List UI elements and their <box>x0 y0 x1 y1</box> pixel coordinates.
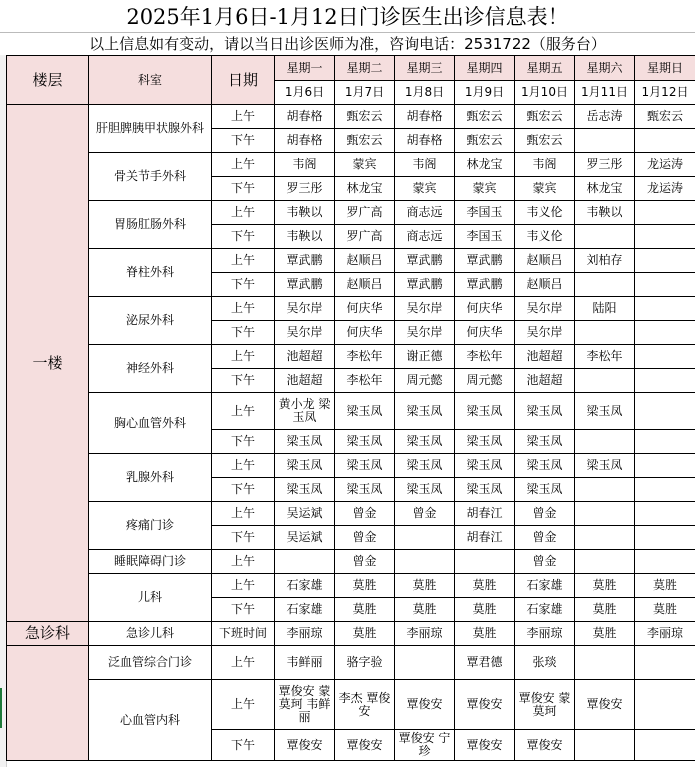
doctor-cell[interactable]: 何庆华 <box>455 297 515 321</box>
doctor-cell[interactable]: 覃俊安 <box>515 730 575 761</box>
doctor-cell[interactable]: 甄宏云 <box>515 105 575 129</box>
table-row <box>7 297 695 321</box>
doctor-cell[interactable] <box>575 273 635 297</box>
doctor-cell[interactable]: 梁玉凤 <box>455 478 515 502</box>
doctor-cell[interactable]: 胡春格 <box>275 129 335 153</box>
doctor-cell[interactable] <box>455 550 515 574</box>
doctor-cell[interactable]: 覃俊安 <box>395 680 455 730</box>
header-weekday[interactable]: 星期五 <box>515 56 575 81</box>
dept-name-cell[interactable]: 神经外科 <box>89 345 212 393</box>
header-weekday[interactable]: 星期三 <box>395 56 455 81</box>
doctor-cell[interactable]: 梁玉凤 <box>335 430 395 454</box>
doctor-cell[interactable]: 罗广高 <box>335 225 395 249</box>
period-cell[interactable]: 下午 <box>212 273 275 297</box>
doctor-cell[interactable]: 李杰 覃俊安 <box>335 680 395 730</box>
doctor-cell[interactable]: 甄宏云 <box>335 129 395 153</box>
dept-name-cell[interactable]: 胸心血管外科 <box>89 393 212 454</box>
doctor-cell[interactable]: 李松年 <box>335 345 395 369</box>
doctor-cell[interactable]: 蒙宾 <box>455 177 515 201</box>
doctor-cell[interactable]: 覃武鹏 <box>275 249 335 273</box>
header-dept[interactable]: 科室 <box>89 56 212 105</box>
doctor-cell[interactable]: 吴尔岸 <box>275 321 335 345</box>
doctor-cell[interactable]: 池超超 <box>515 345 575 369</box>
doctor-cell[interactable] <box>395 550 455 574</box>
doctor-cell[interactable]: 李松年 <box>575 345 635 369</box>
doctor-cell[interactable] <box>575 225 635 249</box>
table-row <box>7 680 695 730</box>
table-row <box>7 574 695 598</box>
doctor-cell[interactable]: 曾金 <box>335 526 395 550</box>
doctor-cell[interactable]: 覃武鹏 <box>395 273 455 297</box>
doctor-cell[interactable]: 岳志涛 <box>575 105 635 129</box>
period-cell[interactable]: 下午 <box>212 430 275 454</box>
doctor-cell[interactable]: 胡春江 <box>455 526 515 550</box>
doctor-cell[interactable]: 张琰 <box>515 646 575 680</box>
doctor-cell[interactable]: 梁玉凤 <box>395 454 455 478</box>
doctor-cell[interactable]: 商志远 <box>395 225 455 249</box>
doctor-cell[interactable]: 李丽琼 <box>275 622 335 646</box>
header-date[interactable]: 1月12日 <box>635 81 695 105</box>
doctor-cell[interactable]: 李国玉 <box>455 201 515 225</box>
doctor-cell[interactable]: 石家雄 <box>515 598 575 622</box>
floor-cell-first[interactable]: 一楼 <box>7 105 89 622</box>
table-row <box>7 502 695 526</box>
doctor-cell[interactable]: 曾金 <box>335 502 395 526</box>
doctor-cell[interactable]: 韦阁 <box>275 153 335 177</box>
doctor-cell[interactable]: 莫胜 <box>335 598 395 622</box>
header-weekday[interactable]: 星期四 <box>455 56 515 81</box>
period-cell[interactable]: 下午 <box>212 478 275 502</box>
doctor-cell[interactable]: 周元懿 <box>455 369 515 393</box>
doctor-cell[interactable]: 梁玉凤 <box>275 454 335 478</box>
doctor-cell[interactable] <box>635 297 695 321</box>
doctor-cell[interactable] <box>575 369 635 393</box>
doctor-cell[interactable]: 韦阁 <box>515 153 575 177</box>
doctor-cell[interactable]: 莫胜 <box>635 574 695 598</box>
doctor-cell[interactable]: 韦鞅以 <box>575 201 635 225</box>
period-cell[interactable]: 上午 <box>212 646 275 680</box>
period-cell[interactable]: 下午 <box>212 526 275 550</box>
table-row <box>7 454 695 478</box>
doctor-cell[interactable]: 梁玉凤 <box>455 430 515 454</box>
doctor-cell[interactable]: 梁玉凤 <box>275 430 335 454</box>
doctor-cell[interactable]: 莫胜 <box>635 598 695 622</box>
doctor-cell[interactable]: 李国玉 <box>455 225 515 249</box>
dept-name-cell[interactable]: 睡眠障碍门诊 <box>89 550 212 574</box>
doctor-cell[interactable] <box>635 646 695 680</box>
doctor-cell[interactable]: 韦鞅以 <box>275 225 335 249</box>
doctor-cell[interactable]: 曾金 <box>515 526 575 550</box>
doctor-cell[interactable] <box>395 526 455 550</box>
doctor-cell[interactable]: 曾金 <box>335 550 395 574</box>
table-row <box>7 201 695 225</box>
doctor-cell[interactable]: 石家雄 <box>515 574 575 598</box>
doctor-cell[interactable]: 覃俊安 蒙莫珂 <box>515 680 575 730</box>
doctor-cell[interactable]: 覃武鹏 <box>455 249 515 273</box>
doctor-cell[interactable]: 石家雄 <box>275 598 335 622</box>
doctor-cell[interactable]: 何庆华 <box>335 321 395 345</box>
doctor-cell[interactable]: 吴运斌 <box>275 526 335 550</box>
doctor-cell[interactable] <box>635 730 695 761</box>
doctor-cell[interactable] <box>635 369 695 393</box>
doctor-cell[interactable] <box>635 249 695 273</box>
doctor-cell[interactable]: 胡春江 <box>455 502 515 526</box>
doctor-cell[interactable]: 吴尔岸 <box>395 297 455 321</box>
header-date[interactable]: 1月6日 <box>275 81 335 105</box>
doctor-cell[interactable]: 莫胜 <box>395 598 455 622</box>
table-row <box>7 622 695 646</box>
doctor-cell[interactable]: 覃俊安 蒙莫珂 韦鲜丽 <box>275 680 335 730</box>
period-cell[interactable]: 下午 <box>212 129 275 153</box>
doctor-cell[interactable]: 覃俊安 <box>455 680 515 730</box>
doctor-cell[interactable]: 赵顺吕 <box>335 273 395 297</box>
period-cell[interactable]: 上午 <box>212 297 275 321</box>
doctor-cell[interactable]: 莫胜 <box>455 574 515 598</box>
period-cell[interactable]: 下午 <box>212 369 275 393</box>
header-period[interactable]: 日期 <box>212 56 275 105</box>
header-date[interactable]: 1月7日 <box>335 81 395 105</box>
doctor-cell[interactable] <box>635 225 695 249</box>
doctor-cell[interactable]: 莫胜 <box>395 574 455 598</box>
doctor-cell[interactable]: 梁玉凤 <box>335 478 395 502</box>
doctor-cell[interactable]: 梁玉凤 <box>575 393 635 430</box>
doctor-cell[interactable]: 莫胜 <box>575 622 635 646</box>
doctor-cell[interactable]: 梁玉凤 <box>335 454 395 478</box>
table-row <box>7 249 695 273</box>
doctor-cell[interactable]: 覃俊安 宁珍 <box>395 730 455 761</box>
doctor-cell[interactable]: 林龙宝 <box>455 153 515 177</box>
doctor-cell[interactable]: 曾金 <box>395 502 455 526</box>
dept-name-cell[interactable]: 泌尿外科 <box>89 297 212 345</box>
dept-name-cell[interactable]: 肝胆脾胰甲状腺外科 <box>89 105 212 153</box>
doctor-cell[interactable]: 蒙宾 <box>515 177 575 201</box>
period-cell[interactable]: 下午 <box>212 225 275 249</box>
doctor-cell[interactable]: 韦义伦 <box>515 225 575 249</box>
period-cell[interactable]: 上午 <box>212 105 275 129</box>
header-weekday[interactable]: 星期六 <box>575 56 635 81</box>
table-row <box>7 345 695 369</box>
doctor-cell[interactable]: 林龙宝 <box>575 177 635 201</box>
doctor-cell[interactable]: 梁玉凤 <box>395 393 455 430</box>
doctor-cell[interactable]: 甄宏云 <box>455 129 515 153</box>
doctor-cell[interactable] <box>635 345 695 369</box>
selection-marker <box>0 688 2 728</box>
doctor-cell[interactable]: 覃武鹏 <box>395 249 455 273</box>
doctor-cell[interactable]: 韦义伦 <box>515 201 575 225</box>
dept-name-cell[interactable]: 乳腺外科 <box>89 454 212 502</box>
doctor-cell[interactable]: 甄宏云 <box>635 105 695 129</box>
doctor-cell[interactable] <box>575 430 635 454</box>
doctor-cell[interactable]: 周元懿 <box>395 369 455 393</box>
table-row <box>7 105 695 129</box>
doctor-cell[interactable] <box>635 454 695 478</box>
doctor-cell[interactable] <box>635 321 695 345</box>
doctor-cell[interactable]: 曾金 <box>515 550 575 574</box>
doctor-cell[interactable]: 甄宏云 <box>515 129 575 153</box>
doctor-cell[interactable] <box>635 273 695 297</box>
doctor-cell[interactable]: 陆阳 <box>575 297 635 321</box>
period-cell[interactable]: 下午 <box>212 598 275 622</box>
doctor-cell[interactable]: 莫胜 <box>335 574 395 598</box>
doctor-cell[interactable]: 曾金 <box>515 502 575 526</box>
doctor-cell[interactable] <box>575 478 635 502</box>
doctor-cell[interactable]: 甄宏云 <box>455 105 515 129</box>
doctor-cell[interactable]: 石家雄 <box>275 574 335 598</box>
header-date[interactable]: 1月10日 <box>515 81 575 105</box>
doctor-cell[interactable]: 胡春格 <box>395 129 455 153</box>
doctor-cell[interactable] <box>635 526 695 550</box>
period-cell[interactable]: 上午 <box>212 249 275 273</box>
header-floor[interactable]: 楼层 <box>7 56 89 105</box>
doctor-cell[interactable]: 韦鲜丽 <box>275 646 335 680</box>
header-weekday[interactable]: 星期一 <box>275 56 335 81</box>
period-cell[interactable]: 上午 <box>212 153 275 177</box>
doctor-cell[interactable] <box>635 201 695 225</box>
doctor-cell[interactable]: 龙运涛 <box>635 153 695 177</box>
doctor-cell[interactable]: 何庆华 <box>455 321 515 345</box>
period-cell[interactable]: 上午 <box>212 454 275 478</box>
doctor-cell[interactable]: 甄宏云 <box>335 105 395 129</box>
doctor-cell[interactable]: 梁玉凤 <box>515 430 575 454</box>
period-cell[interactable]: 上午 <box>212 393 275 430</box>
doctor-cell[interactable]: 梁玉凤 <box>515 478 575 502</box>
header-date[interactable]: 1月8日 <box>395 81 455 105</box>
doctor-cell[interactable]: 韦阁 <box>395 153 455 177</box>
period-cell[interactable]: 上午 <box>212 550 275 574</box>
period-cell[interactable]: 上午 <box>212 345 275 369</box>
floor-cell-emergency[interactable]: 急诊科 <box>7 622 89 646</box>
doctor-cell[interactable]: 赵顺吕 <box>335 249 395 273</box>
dept-name-cell[interactable]: 心血管内科 <box>89 680 212 761</box>
doctor-cell[interactable]: 吴尔岸 <box>515 297 575 321</box>
table-row <box>7 646 695 680</box>
doctor-cell[interactable]: 覃君德 <box>455 646 515 680</box>
doctor-cell[interactable]: 覃俊安 <box>575 680 635 730</box>
floor-cell-blank[interactable] <box>7 646 89 761</box>
doctor-cell[interactable]: 李松年 <box>335 369 395 393</box>
doctor-cell[interactable] <box>575 129 635 153</box>
doctor-cell[interactable]: 韦鞅以 <box>275 201 335 225</box>
doctor-cell[interactable]: 谢正德 <box>395 345 455 369</box>
doctor-cell[interactable]: 莫胜 <box>575 574 635 598</box>
doctor-cell[interactable] <box>635 680 695 730</box>
period-cell[interactable]: 上午 <box>212 502 275 526</box>
doctor-cell[interactable]: 赵顺吕 <box>515 249 575 273</box>
doctor-cell[interactable] <box>575 730 635 761</box>
doctor-cell[interactable]: 吴尔岸 <box>275 297 335 321</box>
doctor-cell[interactable] <box>575 550 635 574</box>
doctor-cell[interactable]: 莫胜 <box>455 598 515 622</box>
doctor-cell[interactable]: 罗三彤 <box>275 177 335 201</box>
doctor-cell[interactable]: 梁玉凤 <box>275 478 335 502</box>
doctor-cell[interactable] <box>275 550 335 574</box>
doctor-cell[interactable]: 覃俊安 <box>335 730 395 761</box>
doctor-cell[interactable] <box>395 646 455 680</box>
table-row <box>7 550 695 574</box>
doctor-cell[interactable]: 刘柏存 <box>575 249 635 273</box>
dept-name-cell[interactable]: 泛血管综合门诊 <box>89 646 212 680</box>
page-title: 2025年1月6日-1月12日门诊医生出诊信息表！ <box>126 5 569 29</box>
doctor-cell[interactable]: 梁玉凤 <box>575 454 635 478</box>
doctor-cell[interactable]: 李丽琼 <box>515 622 575 646</box>
period-cell[interactable]: 下班时间 <box>212 622 275 646</box>
dept-name-cell[interactable]: 胃肠肛肠外科 <box>89 201 212 249</box>
table-row <box>7 153 695 177</box>
doctor-cell[interactable]: 梁玉凤 <box>455 393 515 430</box>
period-cell[interactable]: 上午 <box>212 201 275 225</box>
doctor-cell[interactable]: 池超超 <box>515 369 575 393</box>
doctor-cell[interactable]: 李丽琼 <box>395 622 455 646</box>
doctor-cell[interactable]: 罗广高 <box>335 201 395 225</box>
doctor-cell[interactable]: 何庆华 <box>335 297 395 321</box>
dept-name-cell[interactable]: 疼痛门诊 <box>89 502 212 550</box>
period-cell[interactable]: 上午 <box>212 680 275 730</box>
header-date[interactable]: 1月11日 <box>575 81 635 105</box>
doctor-cell[interactable]: 赵顺吕 <box>515 273 575 297</box>
doctor-cell[interactable]: 池超超 <box>275 345 335 369</box>
doctor-cell[interactable]: 林龙宝 <box>335 177 395 201</box>
doctor-cell[interactable]: 胡春格 <box>395 105 455 129</box>
doctor-cell[interactable] <box>635 478 695 502</box>
doctor-cell[interactable]: 莫胜 <box>575 598 635 622</box>
doctor-cell[interactable]: 覃俊安 <box>455 730 515 761</box>
dept-name-cell[interactable]: 脊柱外科 <box>89 249 212 297</box>
doctor-cell[interactable]: 吴运斌 <box>275 502 335 526</box>
doctor-cell[interactable]: 吴尔岸 <box>395 321 455 345</box>
period-cell[interactable]: 下午 <box>212 177 275 201</box>
doctor-cell[interactable]: 蒙宾 <box>395 177 455 201</box>
doctor-cell[interactable]: 莫胜 <box>455 622 515 646</box>
header-weekday[interactable]: 星期日 <box>635 56 695 81</box>
doctor-cell[interactable] <box>635 393 695 430</box>
doctor-cell[interactable]: 吴尔岸 <box>515 321 575 345</box>
doctor-cell[interactable]: 莫胜 <box>335 622 395 646</box>
page-subtitle: 以上信息如有变动，请以当日出诊医师为准，咨询电话：2531722（服务台） <box>0 32 695 55</box>
period-cell[interactable]: 下午 <box>212 730 275 761</box>
doctor-cell[interactable] <box>635 550 695 574</box>
doctor-cell[interactable]: 梁玉凤 <box>395 430 455 454</box>
doctor-cell[interactable]: 李松年 <box>455 345 515 369</box>
doctor-cell[interactable]: 商志远 <box>395 201 455 225</box>
doctor-cell[interactable]: 龙运涛 <box>635 177 695 201</box>
doctor-cell[interactable] <box>575 526 635 550</box>
doctor-cell[interactable]: 梁玉凤 <box>395 478 455 502</box>
doctor-cell[interactable]: 胡春格 <box>275 105 335 129</box>
doctor-cell[interactable]: 梁玉凤 <box>515 454 575 478</box>
doctor-cell[interactable]: 池超超 <box>275 369 335 393</box>
dept-name-cell[interactable]: 急诊儿科 <box>89 622 212 646</box>
doctor-cell[interactable]: 黄小龙 梁玉凤 <box>275 393 335 430</box>
doctor-cell[interactable]: 罗三彤 <box>575 153 635 177</box>
doctor-cell[interactable] <box>635 129 695 153</box>
doctor-cell[interactable] <box>575 321 635 345</box>
period-cell[interactable]: 下午 <box>212 321 275 345</box>
doctor-cell[interactable]: 覃武鹏 <box>455 273 515 297</box>
doctor-cell[interactable] <box>635 430 695 454</box>
doctor-cell[interactable]: 梁玉凤 <box>335 393 395 430</box>
doctor-cell[interactable] <box>635 502 695 526</box>
header-weekday[interactable]: 星期二 <box>335 56 395 81</box>
doctor-cell[interactable] <box>575 646 635 680</box>
doctor-cell[interactable]: 梁玉凤 <box>515 393 575 430</box>
doctor-cell[interactable]: 覃俊安 <box>275 730 335 761</box>
doctor-cell[interactable]: 蒙宾 <box>335 153 395 177</box>
doctor-cell[interactable]: 李丽琼 <box>635 622 695 646</box>
schedule-table <box>6 55 695 761</box>
doctor-cell[interactable] <box>575 502 635 526</box>
header-date[interactable]: 1月9日 <box>455 81 515 105</box>
doctor-cell[interactable]: 梁玉凤 <box>455 454 515 478</box>
doctor-cell[interactable]: 覃武鹏 <box>275 273 335 297</box>
dept-name-cell[interactable]: 儿科 <box>89 574 212 622</box>
period-cell[interactable]: 上午 <box>212 574 275 598</box>
doctor-cell[interactable]: 骆字验 <box>335 646 395 680</box>
dept-name-cell[interactable]: 骨关节手外科 <box>89 153 212 201</box>
table-row <box>7 393 695 430</box>
